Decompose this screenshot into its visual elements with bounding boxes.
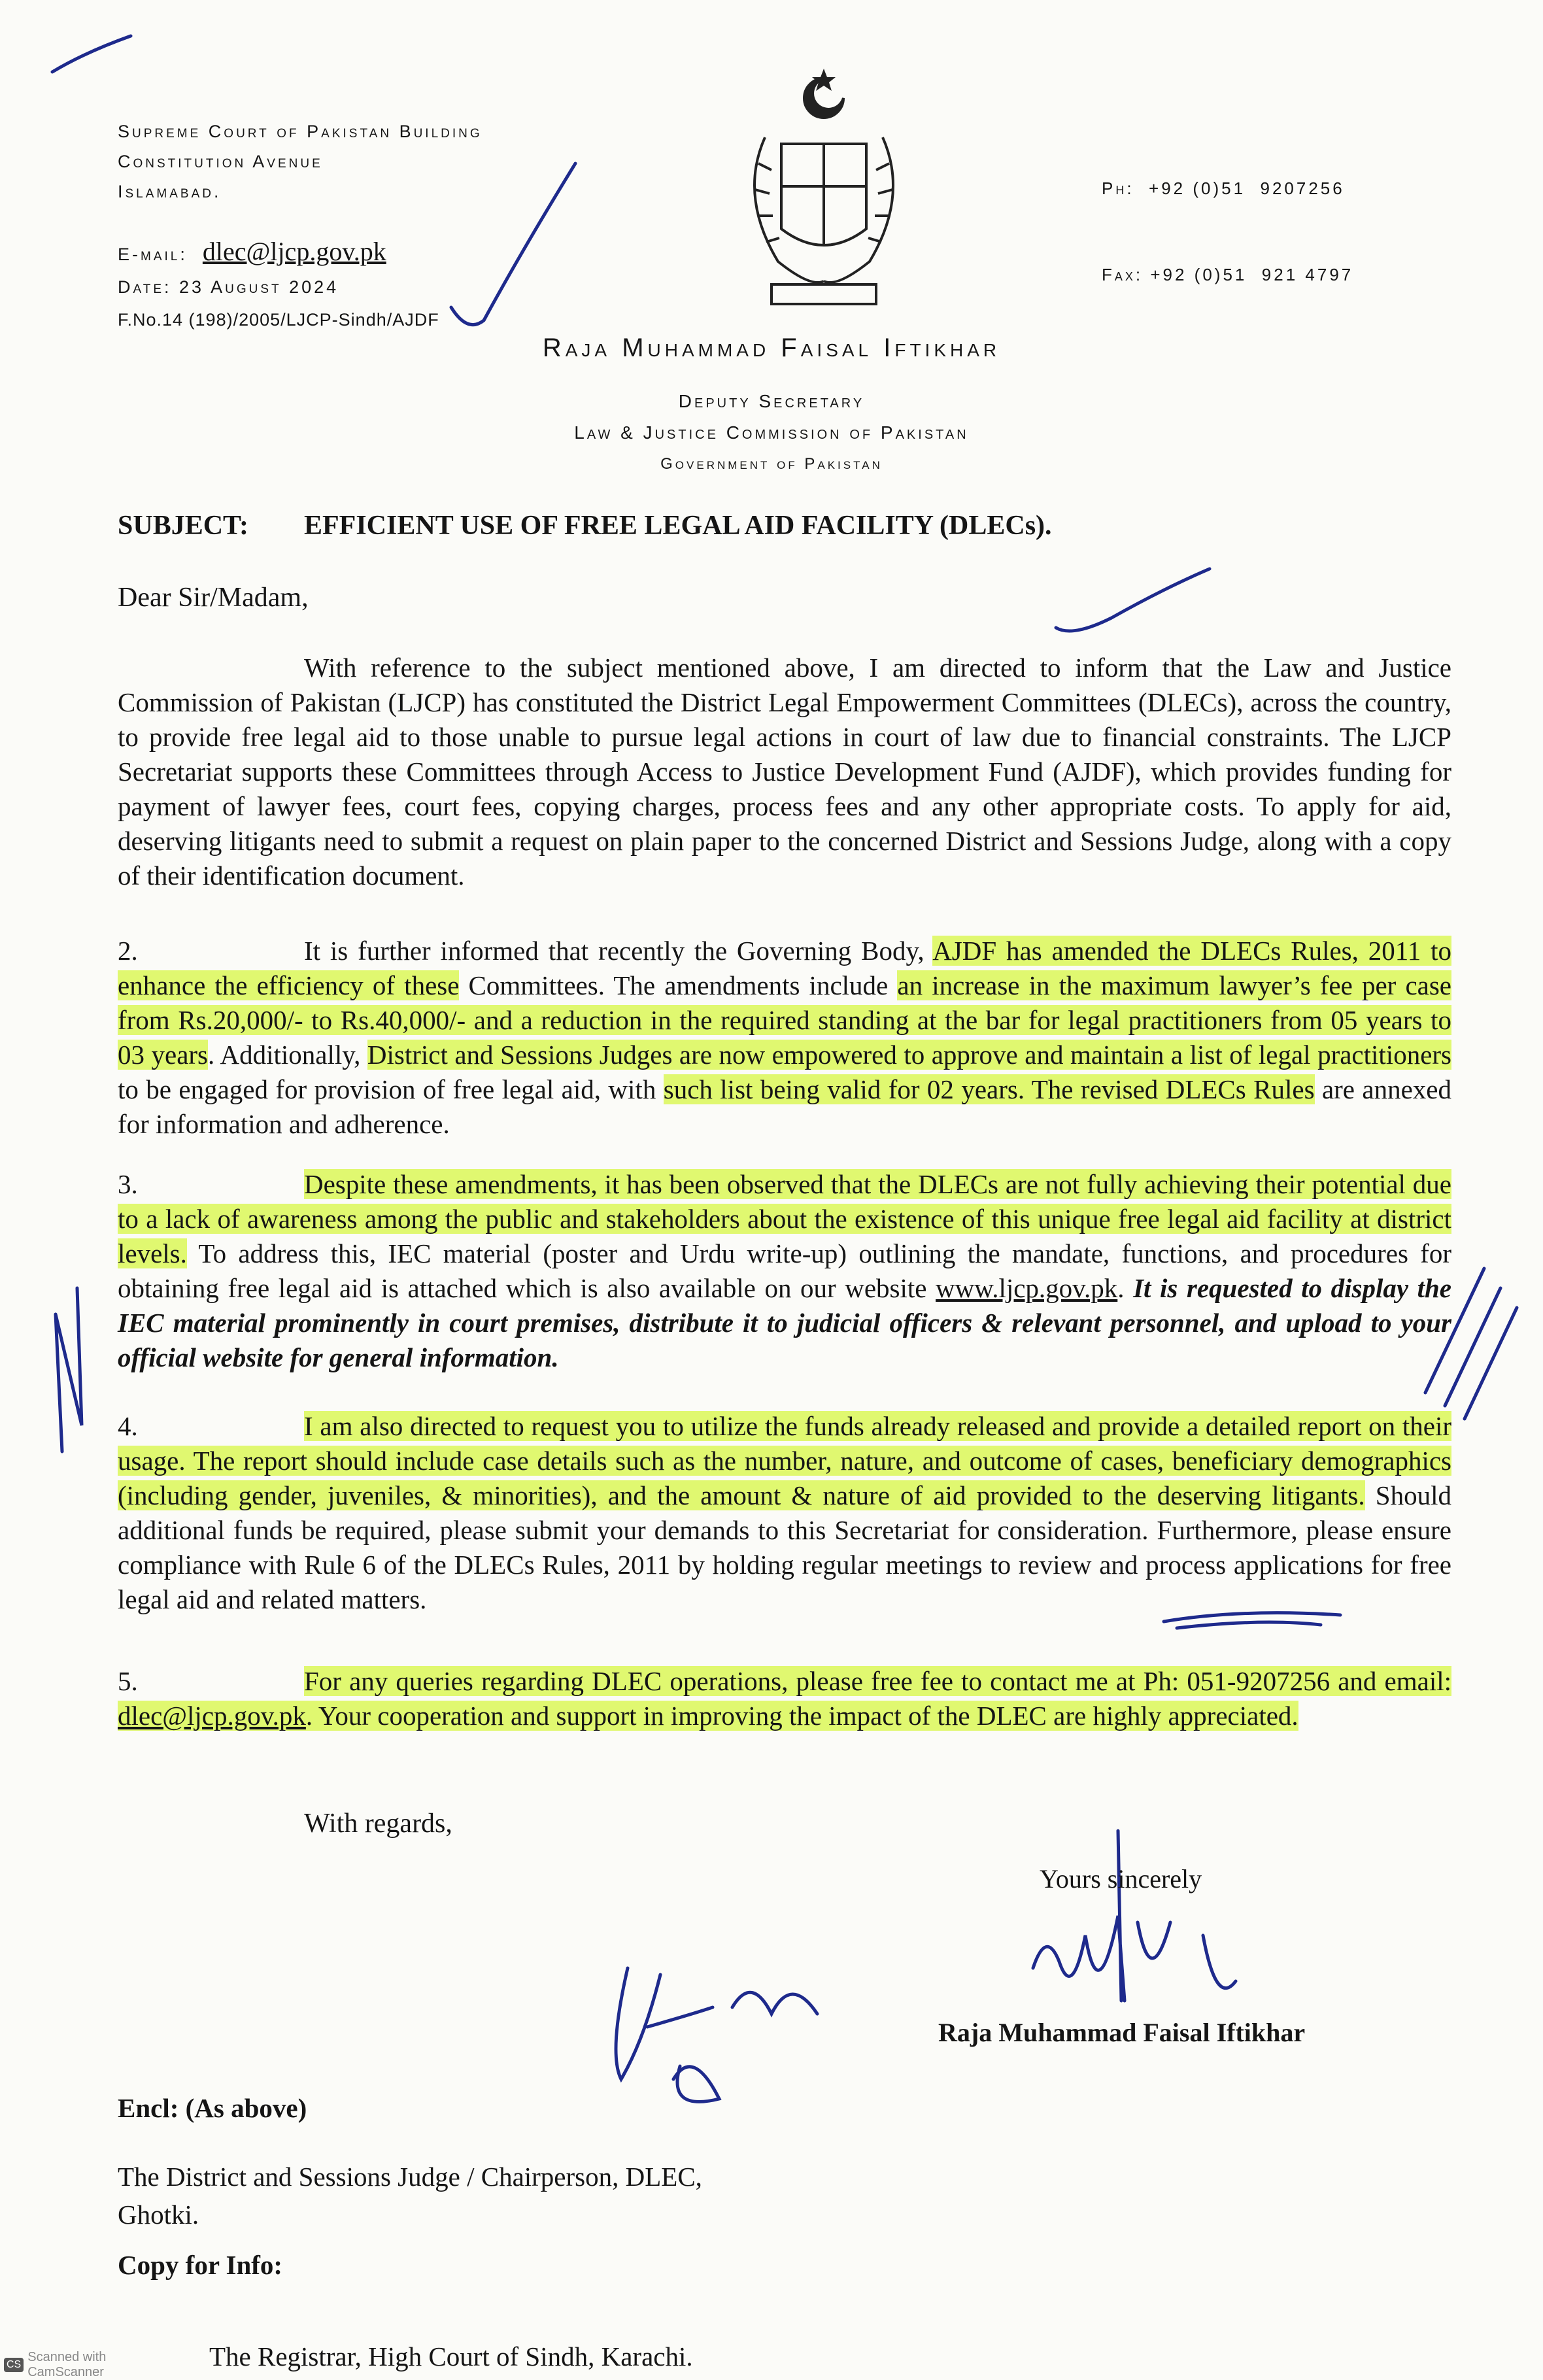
salutation: Dear Sir/Madam,: [118, 583, 309, 613]
highlighted-text: Despite these amendments, it has been observed that the DLECs are not fully achieving their potential due to a lack of awareness among the public and stakeholders about the existence of this unique free legal aid facility at district levels.: [118, 1169, 1451, 1268]
highlighted-text: For any queries regarding DLEC operations, please free fee to contact me at Ph: 051-9207256 and email:: [304, 1666, 1451, 1696]
camscanner-icon: CS: [4, 2358, 24, 2372]
paragraph-5: [118, 1664, 1451, 1733]
tick-mark-salutation: [1056, 569, 1210, 631]
letter-date: Date: 23 August 2024: [118, 277, 339, 297]
enclosure-note: Encl: (As above): [118, 2093, 307, 2123]
highlighted-text: . Your cooperation and support in improving the impact of the DLEC are highly appreciated.: [305, 1701, 1298, 1731]
paragraph-3: [118, 1167, 1451, 1375]
copy-recipient: The Registrar, High Court of Sindh, Karachi.: [209, 2341, 693, 2372]
subject-text: EFFICIENT USE OF FREE LEGAL AID FACILITY (DLECs).: [304, 511, 1052, 541]
signatory-name: Raja Muhammad Faisal Iftikhar: [938, 2018, 1306, 2047]
address-line: Supreme Court of Pakistan Building: [118, 122, 483, 141]
stray-mark-top-left: [52, 36, 131, 72]
paragraph-number: 2.: [118, 936, 138, 966]
highlighted-text: AJDF has amended the DLECs Rules, 2011 to enhance the efficiency of these: [118, 936, 1451, 1000]
subject-label: SUBJECT:: [118, 511, 248, 541]
government-name: Government of Pakistan: [660, 455, 883, 473]
addressee-line: The District and Sessions Judge / Chairperson, DLEC,: [118, 2162, 702, 2192]
contact-numbers: [1102, 116, 1353, 318]
paragraph-4: [118, 1409, 1451, 1617]
official-name: Raja Muhammad Faisal Iftikhar: [542, 333, 1001, 362]
closing-regards: With regards,: [304, 1809, 452, 1839]
paragraph-text: .: [1117, 1273, 1134, 1303]
paragraph-1: With reference to the subject mentioned above, I am directed to inform that the Law and Justice Commission of Pakistan (LJCP) has constituted the District Legal Empowerment Committees (DLECs), across the country, to provide free legal aid to those unable to pursue legal actions in court of law due to financial constraints. The LJCP Secretariat supports these Committees through Access to Justice Development Fund (AJDF), which provides funding for payment of lawyer fees, court fees, copying charges, process fees and any other appropriate costs. To apply for aid, deserving litigants need to submit a request on plain paper to the concerned District and Sessions Judge, along with a copy of their identification document.: [118, 653, 1451, 891]
request-text: It is requested to display the IEC material prominently in court premises, distribute it to judicial officers & relevant personnel, and upload to your official website for general information.: [118, 1273, 1451, 1372]
copy-for-info-label: Copy for Info:: [118, 2250, 283, 2280]
highlighted-text: an increase in the maximum lawyer’s fee per case from Rs.20,000/- to Rs.40,000/- and a reduction in the required standing at the bar for legal practitioners from 05 years to 03 years: [118, 970, 1451, 1070]
watermark-text: Scanned with CamScanner: [27, 2350, 107, 2379]
highlighted-text: I am also directed to request you to utilize the funds already released and provide a detailed report on their usage. The report should include case details such as the number, nature, and outcome of cases, beneficiary demographics (including gender, juveniles, & minorities), and the amount & nature of aid provided to the deserving litigants.: [118, 1411, 1451, 1510]
signature: [1033, 1831, 1236, 2001]
contact-email-link[interactable]: dlec@ljcp.gov.pk: [118, 1701, 306, 1731]
paragraph-number: 5.: [118, 1666, 138, 1696]
designation-title: Deputy Secretary: [678, 391, 865, 411]
addressee-block: [118, 2158, 702, 2234]
initial-signature: [616, 1968, 817, 2101]
paragraph-number: 4.: [118, 1411, 138, 1441]
phone-number: Ph: +92 (0)51 9207256: [1102, 178, 1345, 198]
file-number: F.No.14 (198)/2005/LJCP-Sindh/AJDF: [118, 310, 439, 330]
paragraph-text: To address this, IEC material (poster and Urdu write-up) outlining the mandate, functions, and procedures for obtaining free legal aid is attached which is also available on our website: [118, 1238, 1451, 1303]
fax-number: Fax: +92 (0)51 921 4797: [1102, 265, 1354, 284]
letterhead-email: dlec@ljcp.gov.pk: [202, 237, 386, 266]
closing-yours-sincerely: Yours sincerely: [1040, 1864, 1202, 1894]
paragraph-2: [118, 934, 1451, 1142]
government-emblem-icon: [726, 65, 922, 314]
website-link[interactable]: www.ljcp.gov.pk: [936, 1273, 1118, 1303]
subject-line: [118, 510, 1052, 541]
paragraph-text: to be engaged for provision of free legal aid, with: [118, 1074, 664, 1104]
highlighted-text: such list being valid for 02 years. The revised DLECs Rules: [663, 1074, 1315, 1104]
letterhead-meta: [118, 235, 439, 336]
address-line: Constitution Avenue: [118, 152, 323, 171]
paragraph-text: It is further informed that recently the Governing Body,: [304, 936, 933, 966]
email-label: E-mail:: [118, 245, 188, 264]
paragraph-text: are annexed for information and adherence.: [118, 1074, 1451, 1139]
address-line: Islamabad.: [118, 182, 222, 201]
designation-block: [0, 386, 1543, 480]
letterhead-address: [118, 116, 483, 207]
paragraph-text: Committees. The amendments include: [459, 970, 898, 1000]
paragraph-text: . Additionally,: [208, 1040, 367, 1070]
addressee-line: Ghotki.: [118, 2200, 199, 2230]
highlighted-text: District and Sessions Judges are now empowered to approve and maintain a list of legal practitioners: [367, 1040, 1451, 1070]
paragraph-text: Should additional funds be required, please submit your demands to this Secretariat for consideration. Furthermore, please ensure compliance with Rule 6 of the DLECs Rules, 2011 by holding regular meetings to review and process applications for free legal aid and related matters.: [118, 1480, 1451, 1614]
organization-name: Law & Justice Commission of Pakistan: [574, 422, 969, 443]
margin-mark-left: [56, 1288, 82, 1452]
scanner-watermark: [0, 2350, 148, 2379]
paragraph-number: 3.: [118, 1169, 138, 1199]
